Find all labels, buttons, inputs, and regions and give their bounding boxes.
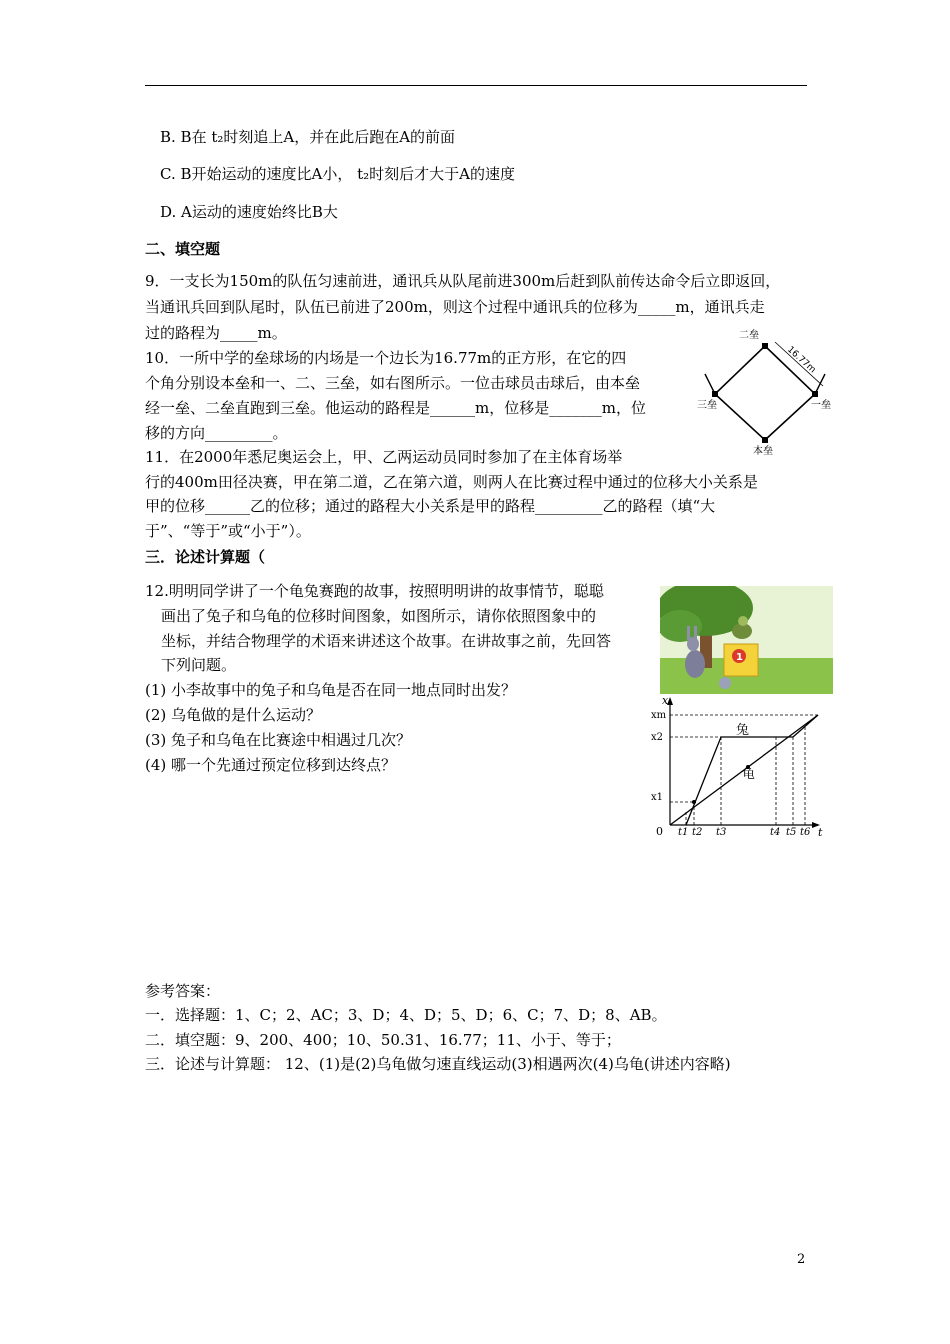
label-side-length: 16.77m bbox=[784, 344, 818, 376]
first-base bbox=[812, 391, 818, 397]
option-c: C. B开始运动的速度比A小， t₂时刻后才大于A的速度 bbox=[160, 165, 515, 183]
q12-sub-4: (4) 哪一个先通过预定位移到达终点？ bbox=[145, 756, 397, 774]
q12-line-2: 画出了兔子和乌龟的位移时间图象，如图所示，请你依照图象中的 bbox=[161, 607, 597, 625]
y-axis-label: x bbox=[662, 694, 669, 707]
q10-line-1: 10．一所中学的垒球场的内场是一个边长为16.77m的正方形，在它的四 bbox=[145, 349, 627, 367]
baseball-diamond-figure bbox=[695, 328, 840, 456]
q12-line-1: 12.明明同学讲了一个龟兔赛跑的故事，按照明明讲的故事情节，聪聪 bbox=[145, 582, 604, 600]
tick-x2: x2 bbox=[651, 732, 664, 743]
x-axis-label: t bbox=[818, 826, 823, 838]
q10-line-4: 移的方向_________。 bbox=[145, 424, 288, 442]
label-second-base: 二垒 bbox=[739, 330, 759, 341]
tick-t5: t5 bbox=[786, 827, 797, 838]
label-home-base: 本垒 bbox=[753, 446, 773, 456]
q12-sub-1: (1) 小李故事中的兔子和乌龟是否在同一地点同时出发？ bbox=[145, 681, 517, 699]
tick-t6: t6 bbox=[800, 827, 811, 838]
turtle-label: 龟 bbox=[742, 767, 756, 782]
q12-sub-2: (2) 乌龟做的是什么运动？ bbox=[145, 706, 322, 724]
rabbit-label: 兔 bbox=[736, 723, 750, 738]
rabbit-ear bbox=[687, 626, 690, 640]
page-number: 2 bbox=[797, 1252, 806, 1267]
answer-fill: 二．填空题：9、200、400；10、50.31、16.77；11、小于、等于； bbox=[145, 1031, 621, 1049]
q12-sub-3: (3) 兔子和乌龟在比赛途中相遇过几次？ bbox=[145, 731, 412, 749]
tick-t3: t3 bbox=[716, 827, 727, 838]
label-first-base: 一垒 bbox=[811, 400, 831, 411]
rabbit-body bbox=[685, 650, 705, 678]
answer-choice: 一．选择题：1、C；2、AC；3、D；4、D；5、D；6、C；7、D；8、AB。 bbox=[145, 1006, 667, 1024]
origin-label: 0 bbox=[656, 825, 663, 838]
q9-line-3: 过的路程为_____m。 bbox=[145, 324, 287, 342]
q10-line-3: 经一垒、二垒直跑到三垒。他运动的路程是______m，位移是_______m，位 bbox=[145, 399, 646, 417]
q11-line-4: 于”、“等于”或“小于”）。 bbox=[145, 522, 311, 540]
option-b: B. B在 t₂时刻追上A，并在此后跑在A的前面 bbox=[160, 128, 456, 146]
rock bbox=[719, 677, 731, 689]
q10-line-2: 个角分别设本垒和一、二、三垒，如右图所示。一位击球员击球后，由本垒 bbox=[145, 374, 641, 392]
second-base bbox=[762, 343, 768, 349]
meeting-point-1 bbox=[692, 800, 696, 804]
tick-xm: xm bbox=[651, 710, 667, 721]
turtle-head bbox=[738, 616, 748, 626]
q12-line-4: 下列问题。 bbox=[161, 656, 237, 674]
option-d: D. A运动的速度始终比B大 bbox=[160, 203, 338, 221]
q11-line-3: 甲的位移______乙的位移；通过的路程大小关系是甲的路程_________乙的路程（填“大 bbox=[145, 497, 716, 515]
tick-t1: t1 bbox=[678, 827, 689, 838]
rabbit-ear bbox=[694, 626, 697, 640]
header-rule bbox=[145, 85, 807, 86]
tick-x1: x1 bbox=[651, 792, 664, 803]
tick-t2: t2 bbox=[692, 827, 703, 838]
tick-t4: t4 bbox=[770, 827, 781, 838]
q11-line-2: 行的400m田径决赛，甲在第二道，乙在第六道，则两人在比赛过程中通过的位移大小关系是 bbox=[145, 473, 758, 491]
position-time-graph bbox=[650, 693, 830, 838]
section-2-title: 二、填空题 bbox=[145, 240, 221, 258]
answers-title: 参考答案： bbox=[145, 982, 221, 1000]
label-third-base: 三垒 bbox=[697, 400, 717, 411]
answer-essay: 三．论述与计算题： 12、(1)是(2)乌龟做匀速直线运动(3)相遇两次(4)乌龟(讲述内容略) bbox=[145, 1055, 731, 1073]
third-base bbox=[712, 391, 718, 397]
home-base bbox=[762, 437, 768, 443]
tortoise-hare-illustration bbox=[660, 586, 833, 694]
section-3-title: 三．论述计算题（ bbox=[145, 548, 266, 566]
q12-line-3: 坐标，并结合物理学的术语来讲述这个故事。在讲故事之前，先回答 bbox=[161, 632, 612, 650]
q9-line-2: 当通讯兵回到队尾时，队伍已前进了200m，则这个过程中通讯兵的位移为_____m，通讯兵走 bbox=[145, 298, 765, 316]
q11-line-1: 11．在2000年悉尼奥运会上，甲、乙两运动员同时参加了在主体育场举 bbox=[145, 448, 623, 466]
first-place-number: 1 bbox=[736, 652, 743, 663]
q9-line-1: 9．一支长为150m的队伍匀速前进，通讯兵从队尾前进300m后赶到队前传达命令后立即返回， bbox=[145, 272, 781, 290]
